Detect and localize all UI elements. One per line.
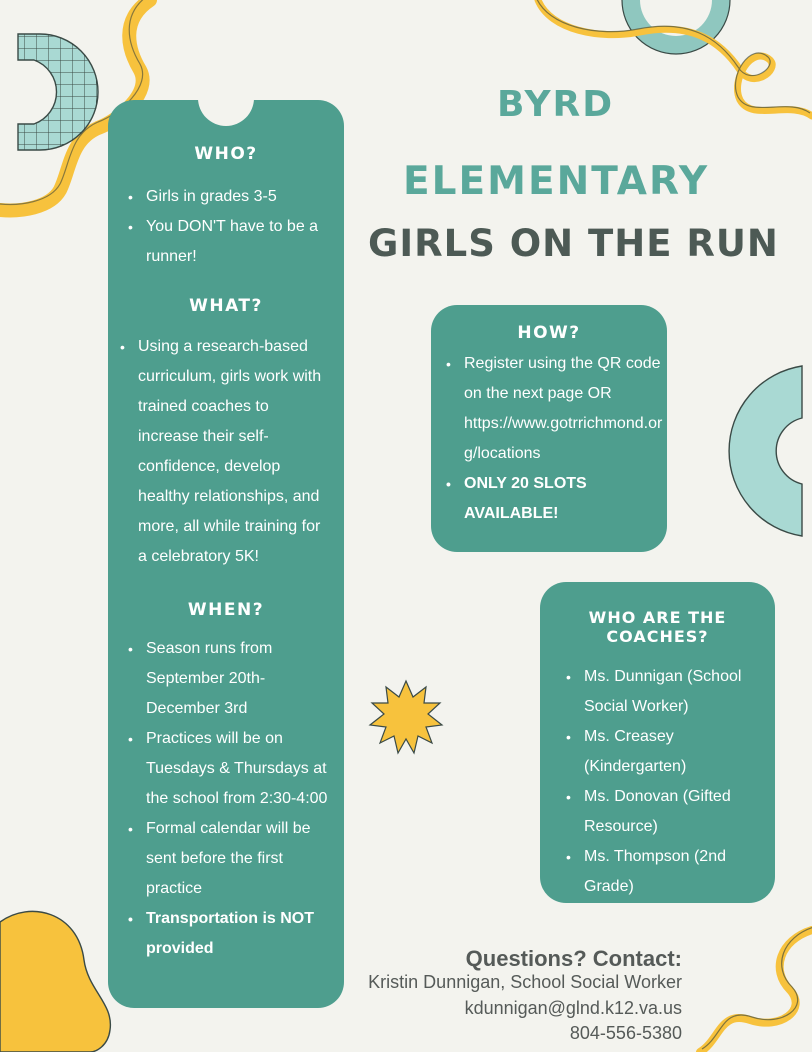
who-heading: WHO? (194, 144, 258, 164)
title-line-3: GIRLS ON THE RUN (368, 222, 779, 265)
list-item: • Transportation is NOT provided (146, 904, 336, 964)
list-item: • ONLY 20 SLOTS AVAILABLE! (464, 469, 663, 529)
list-item: • You DON'T have to be a runner! (146, 212, 344, 272)
what-heading: WHAT? (189, 296, 263, 316)
contact-email-link[interactable]: kdunnigan@glnd.k12.va.us (464, 998, 682, 1018)
contact-name: Kristin Dunnigan, School Social Worker (368, 972, 682, 992)
list-item: • Register using the QR code on the next page OR https://www.gotrrichmond.org/locations (464, 349, 663, 469)
panel-notch (198, 98, 254, 128)
list-item: • Girls in grades 3-5 (146, 182, 344, 212)
how-list (431, 349, 667, 529)
contact-phone: 804-556-5380 (569, 1023, 682, 1043)
left-info-panel (108, 100, 344, 1008)
yellow-blob-icon (0, 911, 110, 1052)
list-item: • Ms. Thompson (2nd Grade) (584, 842, 755, 902)
mint-arc-icon (729, 366, 802, 536)
list-item: • Ms. Creasey (Kindergarten) (584, 722, 755, 782)
who-list (108, 182, 344, 272)
list-item: • Season runs from September 20th-December 3rd (146, 634, 336, 724)
list-item: • Ms. Donovan (Gifted Resource) (584, 782, 755, 842)
coaches-heading: WHO ARE THE COACHES? (588, 608, 727, 646)
list-item: • Ms. Dunnigan (School Social Worker) (584, 662, 755, 722)
when-list (108, 634, 344, 964)
contact-heading: Questions? Contact: (465, 946, 682, 971)
title-line-1: BYRD (497, 84, 615, 125)
coaches-list (540, 662, 775, 902)
list-item: • Practices will be on Tuesdays & Thursdays at the school from 2:30-4:00 (146, 724, 336, 814)
title-line-2: ELEMENTARY (403, 159, 710, 204)
when-heading: WHEN? (187, 600, 265, 620)
list-item: • Formal calendar will be sent before the first practice (146, 814, 336, 904)
what-list (108, 332, 344, 572)
coaches-panel (540, 582, 775, 903)
when-section (108, 572, 344, 964)
list-item: • Using a research-based curriculum, girls work with trained coaches to increase their self-confidence, develop healthy relationships, and more, all while training for a celebratory 5K! (138, 332, 332, 572)
how-heading: HOW? (517, 323, 581, 343)
what-section (108, 272, 344, 572)
how-panel (431, 305, 667, 552)
sunburst-icon (370, 681, 442, 753)
